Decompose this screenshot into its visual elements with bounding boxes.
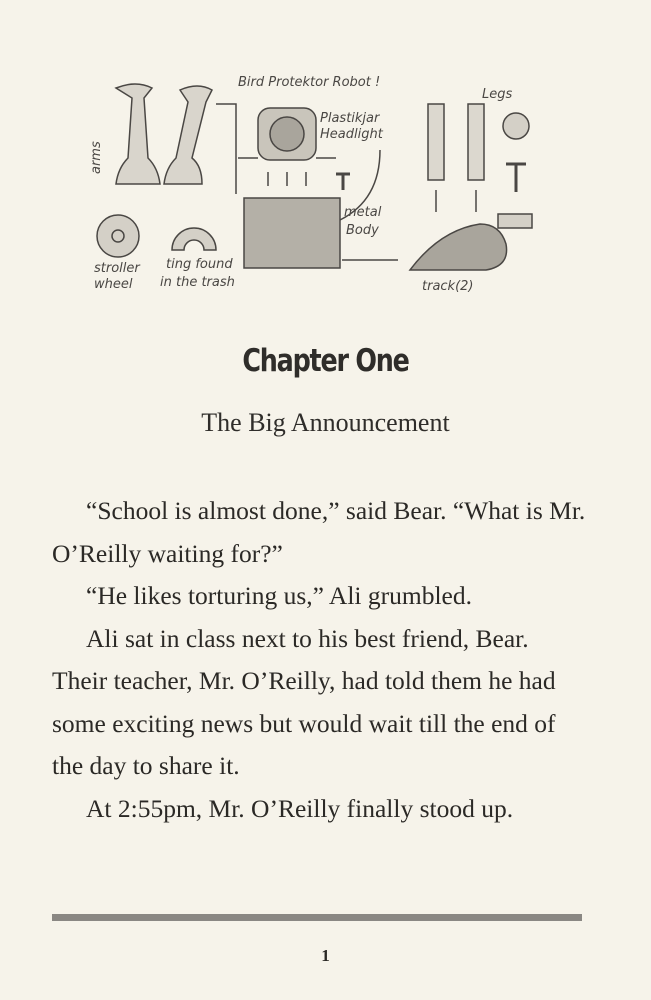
gear-drawing [503, 113, 529, 139]
robot-sketch-drawing [88, 64, 558, 308]
label-ting-found: ting found [166, 257, 233, 272]
label-bird-protektor-robot: Bird Protektor Robot ! [238, 75, 381, 90]
track-drawing [410, 224, 507, 270]
headlight-drawing [270, 117, 304, 151]
leg-right-drawing [468, 104, 484, 180]
label-in-the-trash: in the trash [160, 275, 235, 290]
label-plastikjar: Plastikjar [320, 111, 380, 126]
chapter-body [52, 490, 587, 830]
trash-ring-drawing [172, 228, 216, 250]
label-body: Body [346, 223, 379, 238]
label-metal: metal [344, 205, 382, 220]
label-arms: arms [89, 141, 104, 174]
footer-divider [52, 914, 582, 921]
chapter-title: Chapter One [242, 343, 409, 379]
label-headlight: Headlight [320, 127, 383, 142]
stroller-wheel-drawing [97, 215, 139, 257]
label-stroller: stroller [94, 261, 140, 276]
paragraph: At 2:55pm, Mr. O’Reilly finally stood up. [86, 793, 514, 823]
label-wheel: wheel [94, 277, 133, 292]
chapter-subtitle: The Big Announcement [201, 408, 450, 437]
paragraph: Ali sat in class next to his best friend, Bear. Their teacher, Mr. O’Reilly, had told them he had some exciting news but would wait till the end of the day to share it. [52, 623, 556, 780]
leg-left-drawing [428, 104, 444, 180]
label-track: track(2) [422, 279, 474, 294]
paragraph: “School is almost done,” said Bear. “What is Mr. O’Reilly waiting for?” [52, 496, 586, 568]
arm-left-drawing [116, 84, 160, 184]
robot-sketch-illustration [88, 64, 558, 308]
metal-body-drawing [244, 198, 340, 268]
paragraph: “He likes torturing us,” Ali grumbled. [86, 581, 472, 610]
page-number: 1 [321, 946, 330, 965]
arm-right-drawing [164, 86, 212, 184]
label-legs: Legs [482, 87, 513, 102]
